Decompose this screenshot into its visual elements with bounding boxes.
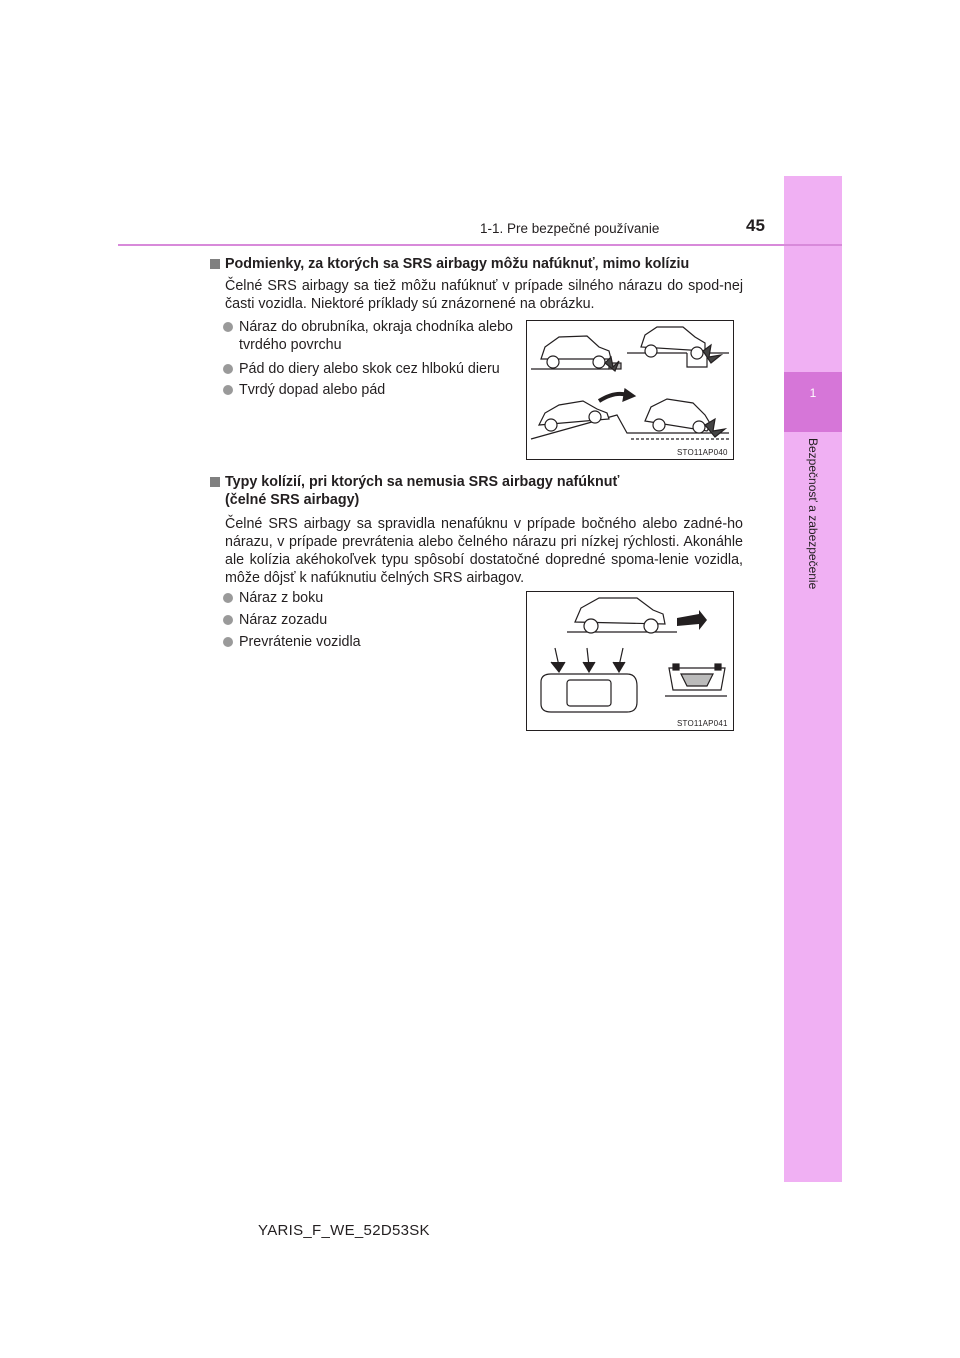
bullet-text: Náraz zozadu [239, 612, 328, 628]
section-1-bullet-3 [223, 381, 523, 399]
bullet-dot-icon [223, 637, 233, 647]
side-tab-number: 1 [809, 386, 817, 400]
section-heading-1 [210, 255, 689, 273]
section-2-paragraph: Čelné SRS airbagy sa spravidla nenafúknu v prípade bočného alebo zadné-ho nárazu, v prípade prevrátenia alebo čelného nárazu pri nízkej rýchlosti. Akonáhle ale kolízia akéhokoľvek typu spôsobí dostatočné dopredné spoma-lenie vozidla, môže dôjsť k nafúknutiu čelných SRS airbagov. [225, 516, 743, 586]
section-1-paragraph: Čelné SRS airbagy sa tiež môžu nafúknuť v prípade silného nárazu do spod-nej časti vozidla. Niektoré príklady sú znázornené na obrázku. [225, 278, 743, 312]
figure-under-body-impacts [526, 320, 734, 460]
header-rule [118, 244, 842, 246]
section-2-bullet-1 [223, 589, 503, 607]
bullet-dot-icon [223, 322, 233, 332]
figure-code: STO11AP041 [677, 719, 728, 728]
section-2-bullet-2 [223, 611, 503, 629]
figure-non-deploy-collisions [526, 591, 734, 731]
bullet-dot-icon [223, 615, 233, 625]
figure-code: STO11AP040 [677, 448, 728, 457]
side-tab-label: Bezpečnosť a zabezpečenie [806, 438, 820, 590]
section-1-bullet-1 [223, 318, 513, 354]
section-1-bullet-2 [223, 360, 523, 378]
bullet-text: Prevrátenie vozidla [239, 634, 361, 650]
bullet-text: Náraz z boku [239, 590, 324, 606]
section-heading-2-line-2: (čelné SRS airbagy) [225, 492, 360, 508]
bullet-text: Pád do diery alebo skok cez hlbokú dieru [239, 361, 500, 377]
bullet-dot-icon [223, 593, 233, 603]
section-heading-1-text: Podmienky, za ktorých sa SRS airbagy môžu nafúknuť, mimo kolíziu [225, 256, 690, 272]
bullet-text: Náraz do obrubníka, okraja chodníka alebo tvrdého povrchu [239, 319, 513, 353]
footer-doc-id: YARIS_F_WE_52D53SK [258, 1222, 430, 1239]
side-tab [784, 176, 842, 1182]
section-heading-2-line-1: Typy kolízií, pri ktorých sa nemusia SRS airbagy nafúknuť [225, 474, 620, 490]
section-2-bullet-3 [223, 633, 503, 651]
bullet-text: Tvrdý dopad alebo pád [239, 382, 386, 398]
non-deploy-collision-illustration [527, 592, 733, 730]
side-tab-active-block [784, 372, 842, 432]
bullet-dot-icon [223, 364, 233, 374]
header-title: 1-1. Pre bezpečné používanie [480, 221, 660, 236]
square-bullet-icon [210, 477, 220, 487]
page-number: 45 [746, 216, 765, 235]
section-heading-2 [210, 473, 619, 509]
under-body-impact-illustration [527, 321, 733, 459]
square-bullet-icon [210, 259, 220, 269]
bullet-dot-icon [223, 385, 233, 395]
